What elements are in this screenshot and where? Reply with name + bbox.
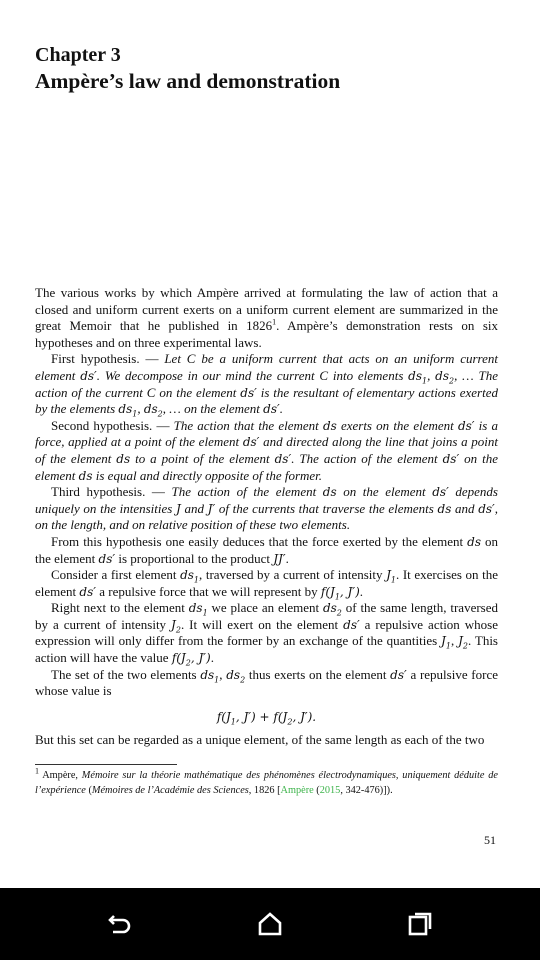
hyp1-text: , … on the element <box>162 401 264 417</box>
footnote-rule <box>35 764 177 765</box>
recents-button[interactable] <box>397 901 443 947</box>
sep: , <box>427 367 436 383</box>
hypothesis-2 <box>35 418 498 484</box>
math-ds-prime: ds′ <box>240 385 257 400</box>
sep: , <box>219 666 227 682</box>
text: The set of the two elements <box>51 666 201 682</box>
text: . This action will have the value <box>35 633 498 666</box>
hyp1-lead: First hypothesis. — <box>51 351 165 367</box>
math-ds-prime: ds′ <box>242 435 260 450</box>
text: . It exercises on the element <box>35 567 498 599</box>
math-ds-prime: ds′ <box>343 617 360 632</box>
text: . It will exert on the element <box>180 616 344 632</box>
text: Consider a first element <box>51 567 181 583</box>
back-button[interactable] <box>97 901 143 947</box>
body-text <box>35 285 498 749</box>
hyp2-text: is equal and directly opposite of the former. <box>92 467 323 483</box>
text: is proportional to the product <box>115 550 274 566</box>
math-ds-prime: ds′ <box>478 501 495 516</box>
text: on the element <box>35 533 499 566</box>
hyp2-text: to a point of the element <box>130 450 275 466</box>
citation-link[interactable]: Ampère <box>280 785 314 796</box>
hyp1-text: is the resultant of elementary actions exerted by the elements <box>35 384 498 417</box>
hyp2-text: is a force, applied at a point of the element <box>35 417 499 450</box>
hyp1-text: Let C be a uniform current that acts on an uniform current element <box>35 351 498 383</box>
hyp3-text: and <box>180 500 208 516</box>
math-ds-prime: ds′ <box>79 584 96 599</box>
math-ds: ds <box>78 468 93 483</box>
math-J-prime: J′ <box>207 501 216 516</box>
hyp2-text: exerts on the element <box>336 417 458 433</box>
footnote-author: Ampère, <box>39 770 82 781</box>
math-ds: ds <box>322 418 337 433</box>
ellipsis: , … <box>454 367 479 383</box>
hyp2-text: . The action of the element <box>291 450 443 466</box>
display-equation: $f(J_1$, $J') + f(J_2$, J′). <box>216 709 317 727</box>
period: . <box>285 550 289 566</box>
text: a repulsive action whose expression will only differ from the former by an exchange of the quantities <box>35 616 498 649</box>
paragraph-consider <box>35 567 498 600</box>
math-ds: ds <box>467 534 481 549</box>
footnote <box>35 768 498 798</box>
citation-year-link[interactable]: 2015 <box>319 785 341 796</box>
footnote-text: ( <box>85 785 92 796</box>
math-ds: ds <box>322 485 337 500</box>
hyp1-text: . We decompose in our mind the current C into elements <box>96 367 409 383</box>
footnote-text: , 1826 [ <box>248 785 281 796</box>
math-ds1: $ds_1$ <box>200 667 220 685</box>
hypothesis-1 <box>35 351 498 417</box>
footnote-ref[interactable]: 1 <box>272 317 277 327</box>
period: . <box>279 401 283 417</box>
footnote-text: ( <box>313 785 320 796</box>
hyp3-lead: Third hypothesis. — <box>51 484 172 500</box>
footnote-text: , 342-476)]). <box>340 785 393 796</box>
hyp1-text: The action of the current C on the element <box>35 367 498 400</box>
math-JJ-prime: JJ′ <box>273 551 286 566</box>
hypothesis-3 <box>35 484 498 534</box>
paragraph-deduction <box>35 534 498 567</box>
text: thus exerts on the element <box>245 666 391 682</box>
math-ds1: $ds_1$ <box>180 568 200 585</box>
math-ds2: $ds_2$ <box>226 667 246 685</box>
chapter-title: Ampère’s law and demonstration <box>35 69 341 93</box>
math-J1: $J_1$ <box>386 568 396 585</box>
paragraph-last: But this set can be regarded as a unique element, of the same length as each of the two <box>35 732 485 748</box>
math-ds-prime: ds′ <box>274 451 292 466</box>
chapter-label: Chapter 3 <box>35 44 121 66</box>
sep: , <box>137 401 144 417</box>
hyp3-text: The action of the element <box>171 484 323 500</box>
hyp3-text: of the currents that traverse the elements <box>215 500 438 516</box>
paragraph-set <box>35 667 498 700</box>
recents-icon <box>407 911 433 937</box>
hyp3-text: depends uniquely on the intensities <box>35 484 498 516</box>
math-ds1: $ds_1$ <box>188 601 208 618</box>
hyp2-text: on the element <box>35 450 498 483</box>
home-icon <box>257 911 283 937</box>
hyp3-text: on the element <box>336 484 433 500</box>
text: we place an element <box>207 600 323 616</box>
footnote-title: Mémoire sur la théorie mathématique des phénomènes électrodynamiques, uniquement déduite de l’expérience <box>35 770 498 796</box>
text: a repulsive force whose value is <box>35 666 498 699</box>
android-nav-bar <box>0 888 540 960</box>
text: of the same length, traversed by a current of intensity <box>35 600 498 632</box>
footnote-mark: 1 <box>35 766 39 776</box>
math-ds-prime: ds′ <box>457 418 475 433</box>
math-ds1: $ds_1$ <box>408 368 428 386</box>
math-J2: $J_2$ <box>171 617 181 635</box>
math-ds-prime: ds′ <box>432 485 449 500</box>
math-ds2: $ds_2$ <box>435 368 455 386</box>
text: From this hypothesis one easily deduces that the force exerted by the element <box>51 533 468 549</box>
intro-paragraph <box>35 285 498 351</box>
home-button[interactable] <box>247 901 293 947</box>
period: . <box>359 583 364 599</box>
hyp2-lead: Second hypothesis. — <box>51 417 174 433</box>
math-ds2: $ds_2$ <box>143 402 163 419</box>
math-ds-prime: ds′ <box>263 402 280 417</box>
math-J2: $J_2$ <box>458 634 468 651</box>
hyp2-text: and directed along the line that joins a point of the element <box>35 434 498 466</box>
intro-text-end: . Ampère’s demonstration rests on six hypotheses and on three experimental laws. <box>35 318 498 350</box>
math-ds-prime: ds′ <box>390 667 407 682</box>
math-J1: $J_1$ <box>441 634 451 651</box>
math-ds-prime: ds′ <box>80 368 97 383</box>
period: . <box>210 650 214 666</box>
text: , traversed by a current of intensity <box>199 567 387 583</box>
page-number: 51 <box>484 833 496 847</box>
math-ds-prime: ds′ <box>442 451 460 466</box>
text: a repulsive force that we will represent by <box>95 583 321 599</box>
hyp2-text: The action that the element <box>173 417 323 433</box>
hyp3-text: , on the length, and on relative position of these two elements. <box>35 500 499 533</box>
sep: , <box>450 633 459 649</box>
text: Right next to the element <box>51 600 189 616</box>
math-ds: ds <box>116 451 131 466</box>
math-f-J1: $f(J_1$, J′) <box>320 584 360 602</box>
paragraph-next <box>35 600 498 666</box>
math-ds-prime: ds′ <box>98 551 116 566</box>
back-icon <box>107 911 133 937</box>
math-ds1: $ds_1$ <box>118 402 138 419</box>
intro-text: The various works by which Ampère arrived at formulating the law of action that a closed and uniform current exerts on a uniform current element are summarized in the great Memoir that he published in 1826 <box>35 285 498 334</box>
hyp3-text: and <box>451 500 479 516</box>
math-ds: ds <box>437 501 452 516</box>
math-f-J2: $f(J_2$, J′) <box>171 651 211 668</box>
math-J: J <box>176 501 181 516</box>
math-ds2: $ds_2$ <box>322 601 342 618</box>
footnote-journal: Mémoires de l’Académie des Sciences <box>91 785 249 796</box>
